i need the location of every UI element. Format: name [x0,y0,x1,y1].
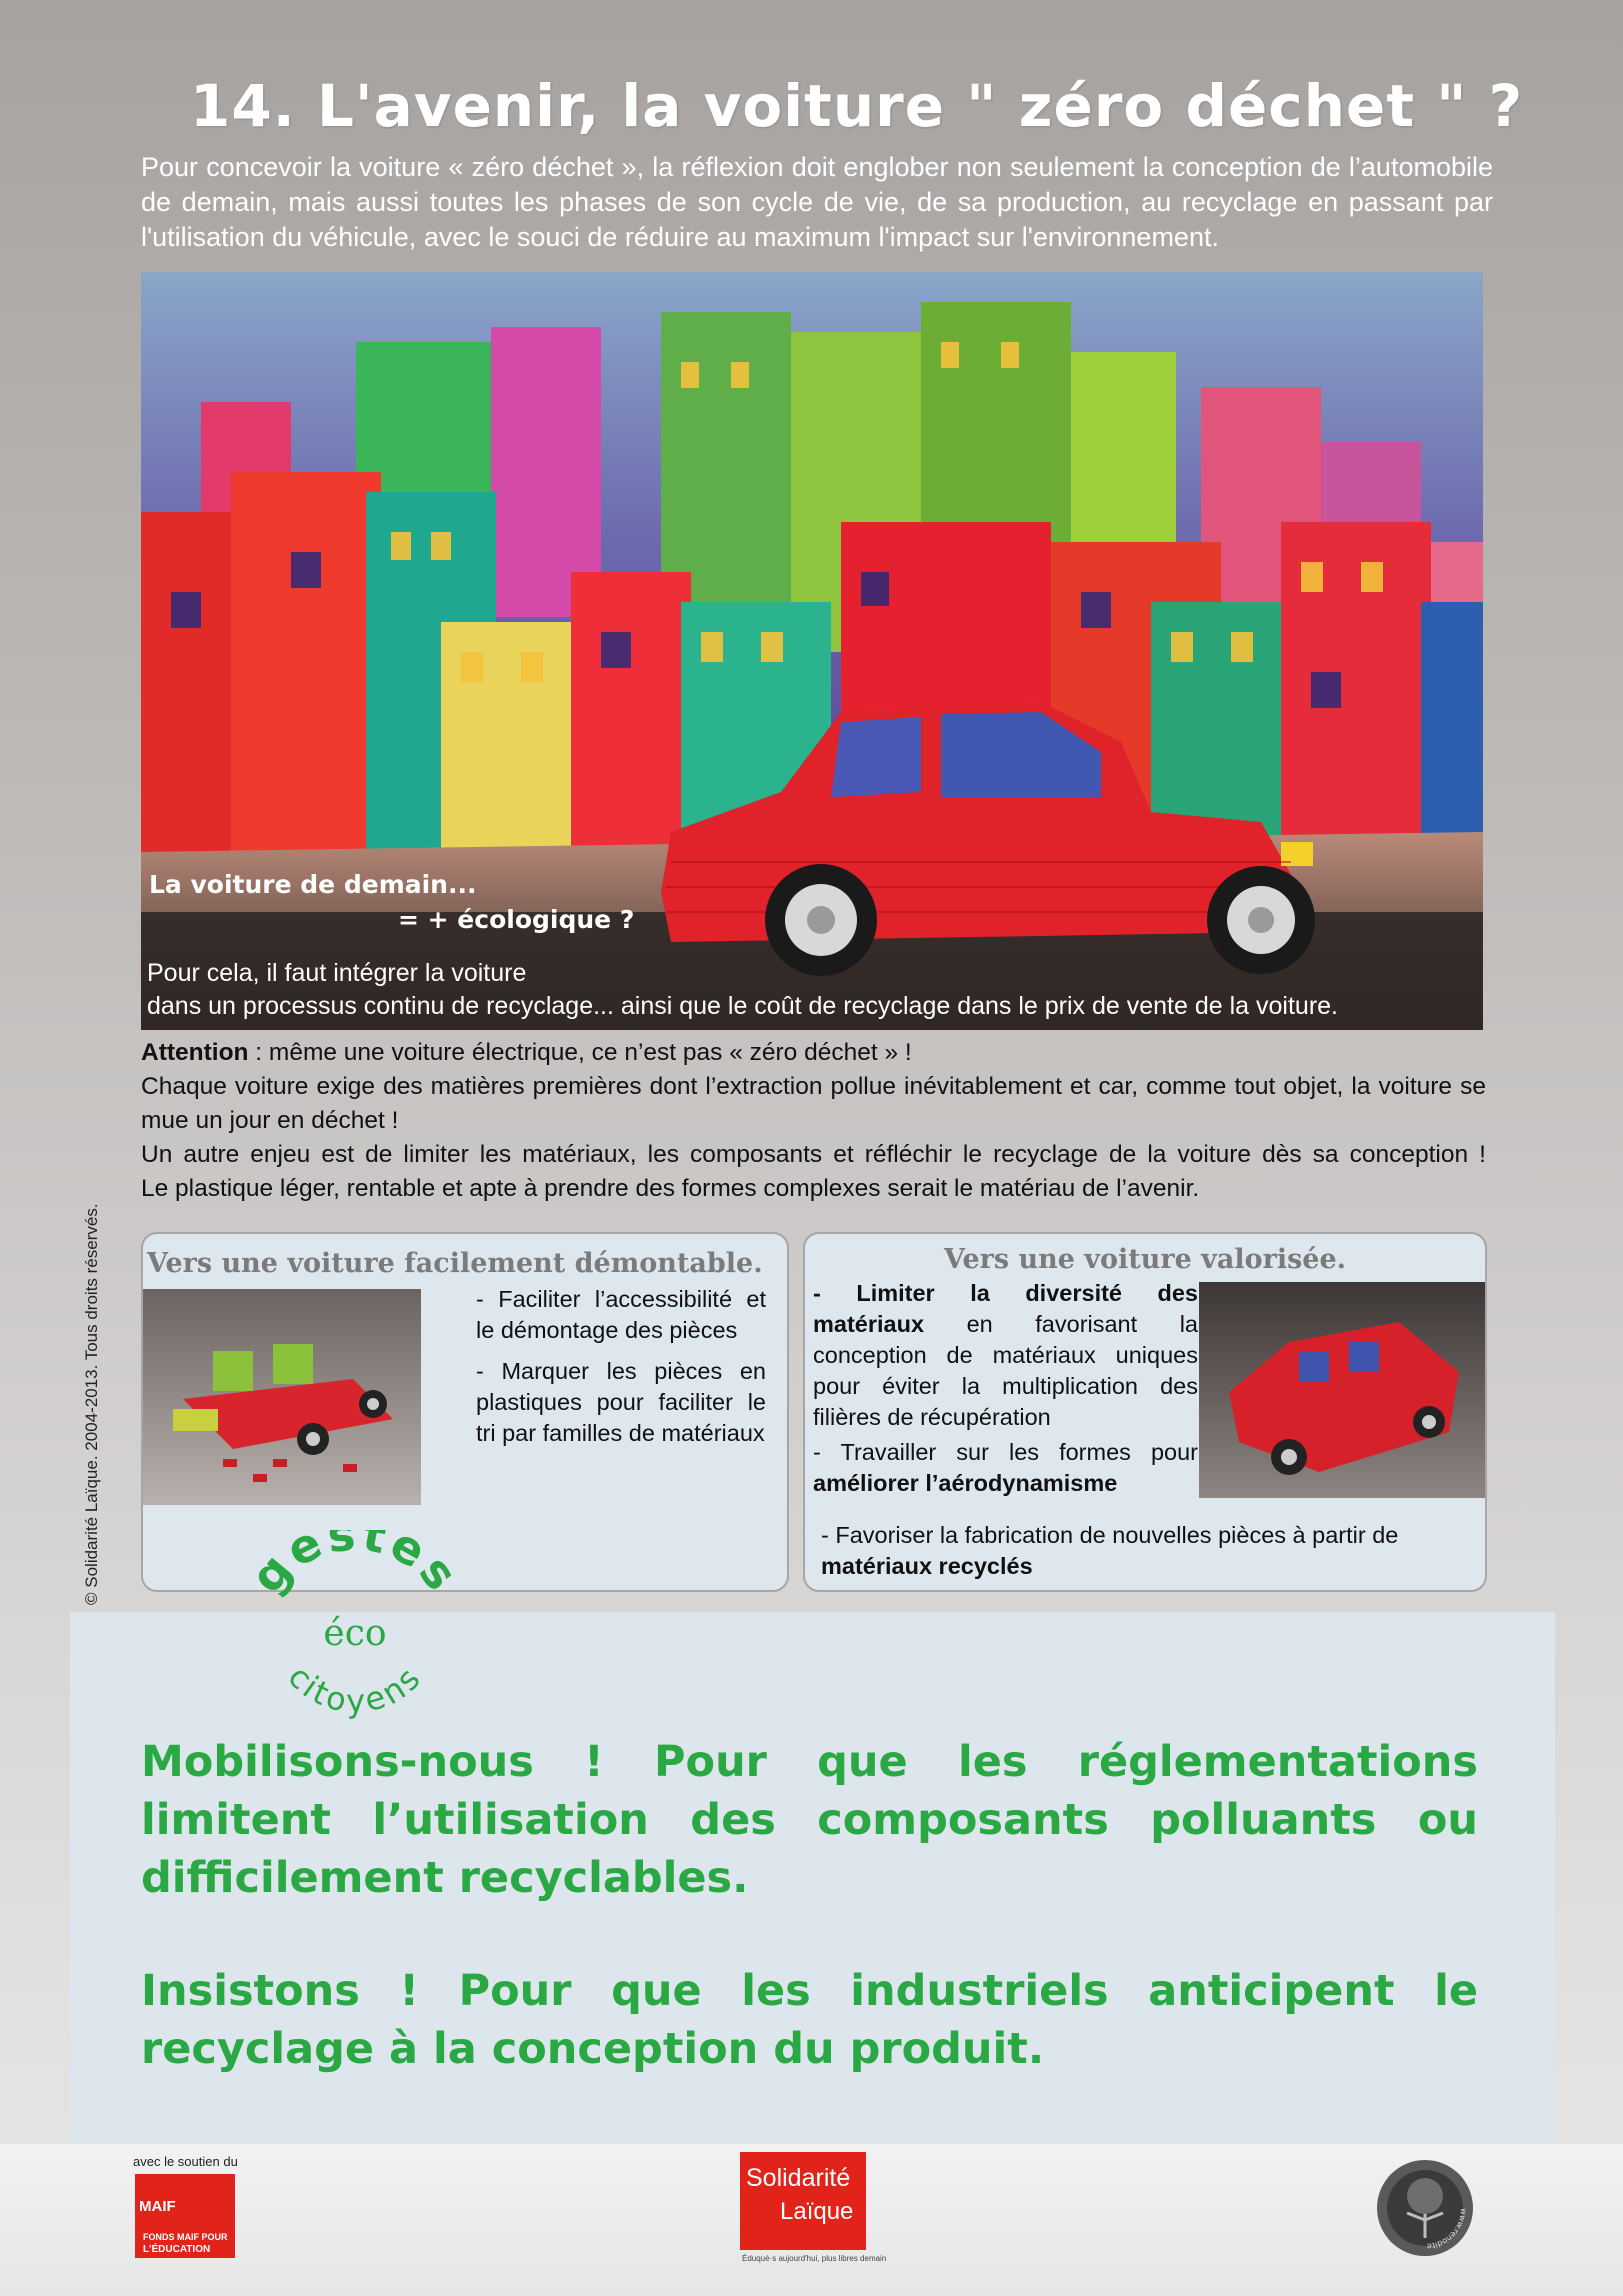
call-paragraph: Mobilisons-nous ! Pour que les réglementations limitent l’utilisation des composants polluants ou difficilement recyclables. [141,1737,1478,1903]
photo-caption-text [147,957,1338,1023]
maif-logo [135,2174,235,2258]
gestes-eco-citoyens-logo [245,1530,465,1730]
svg-text:gestes [245,1530,465,1603]
list-item [813,1437,1198,1499]
box-demountable [141,1232,789,1592]
list-item-bold: - Limiter la diversité des matériaux [813,1280,1198,1337]
list-item [813,1278,1198,1433]
renodites-logo [1375,2158,1475,2258]
logo-text: Solidarité [746,2164,851,2192]
renodites-url: www.renodite [1426,2207,1469,2252]
maif-support-label: avec le soutien du [133,2154,238,2169]
attention-label: Attention [141,1039,249,1066]
body-text [141,1036,1486,1206]
box-right-footer-item [821,1520,1471,1582]
list-item-text: - Travailler sur les formes pour [813,1439,1198,1465]
footer [0,2144,1623,2296]
logo-word-bottom: citoyens [280,1657,430,1721]
car-city-illustration [141,272,1483,1030]
intro-paragraph: Pour concevoir la voiture « zéro déchet », la réflexion doit englober non seulement la conception de l’automobile de demain, mais aussi toutes les phases de son cycle de vie, de sa production, au recyclage en passant par l'utilisation du véhicule, avec le souci de réduire au maximum l'impact sur l'environnement. [141,152,1493,252]
list-item-bold: matériaux recyclés [821,1553,1033,1579]
call-paragraph: Insistons ! Pour que les industriels anticipent le recyclage à la conception du produit. [141,1966,1478,2074]
list-item-text: - Favoriser la fabrication de nouvelles pièces à partir de [821,1522,1399,1548]
attention-paragraph [141,1036,1486,1070]
copyright-vertical [77,1175,107,1605]
logo-tagline: Éduqué·s aujourd'hui, plus libres demain [742,2254,887,2263]
page-title: 14. L'avenir, la voiture " zéro déchet " ? [190,72,1524,140]
attention-text: : même une voiture électrique, ce n’est pas « zéro déchet » ! [248,1039,912,1066]
box-left-list [476,1284,766,1449]
call-to-action-text [141,1733,1478,2078]
box-title: Vers une voiture facilement démontable. [147,1248,763,1279]
copyright-text: © Solidarité Laïque. 2004-2013. Tous droits réservés. [82,1203,101,1605]
body-paragraph: Chaque voiture exige des matières premières dont l’extraction pollue inévitablement et car, comme tout objet, la voiture se mue un jour en déchet ! [141,1073,1486,1134]
photo-caption-title: La voiture de demain... [149,870,477,899]
logo-word-middle: éco [323,1613,387,1654]
maif-logo-line: FONDS MAIF POUR [143,2232,228,2242]
photo-caption-line: dans un processus continu de recyclage... ainsi que le coût de recyclage dans le prix de vente de la voiture. [147,992,1338,1020]
logo-text: Laïque [780,2198,854,2225]
svg-text:citoyens [280,1658,429,1720]
body-paragraph: Un autre enjeu est de limiter les matériaux, les composants et réfléchir le recyclage de la voiture dès sa conception ! [141,1141,1486,1168]
solidarite-laique-logo [740,2152,866,2250]
box-right-list [813,1278,1198,1499]
box-title: Vers une voiture valorisée. [943,1244,1347,1275]
list-item: - Marquer les pièces en plastiques pour faciliter le tri par familles de matériaux [476,1358,766,1446]
list-item-text: en favorisant la conception de matériaux uniques pour éviter la multiplication des filières de récupération [813,1311,1198,1430]
body-paragraph: Le plastique léger, rentable et apte à prendre des formes complexes serait le matériau de l’avenir. [141,1175,1200,1202]
brick-car-image [1199,1282,1485,1498]
photo-caption-line: Pour cela, il faut intégrer la voiture [147,959,527,987]
maif-logo-line: L'ÉDUCATION [143,2244,211,2255]
disassembled-car-image [143,1289,421,1505]
logo-word-top: gestes [245,1530,465,1604]
box-valorisee [803,1232,1487,1592]
photo-caption-subtitle: = + écologique ? [398,905,635,934]
list-item: - Faciliter l’accessibilité et le démontage des pièces [476,1286,766,1343]
list-item-bold: améliorer l’aérodynamisme [813,1470,1118,1496]
maif-logo-text: MAIF [139,2198,176,2215]
